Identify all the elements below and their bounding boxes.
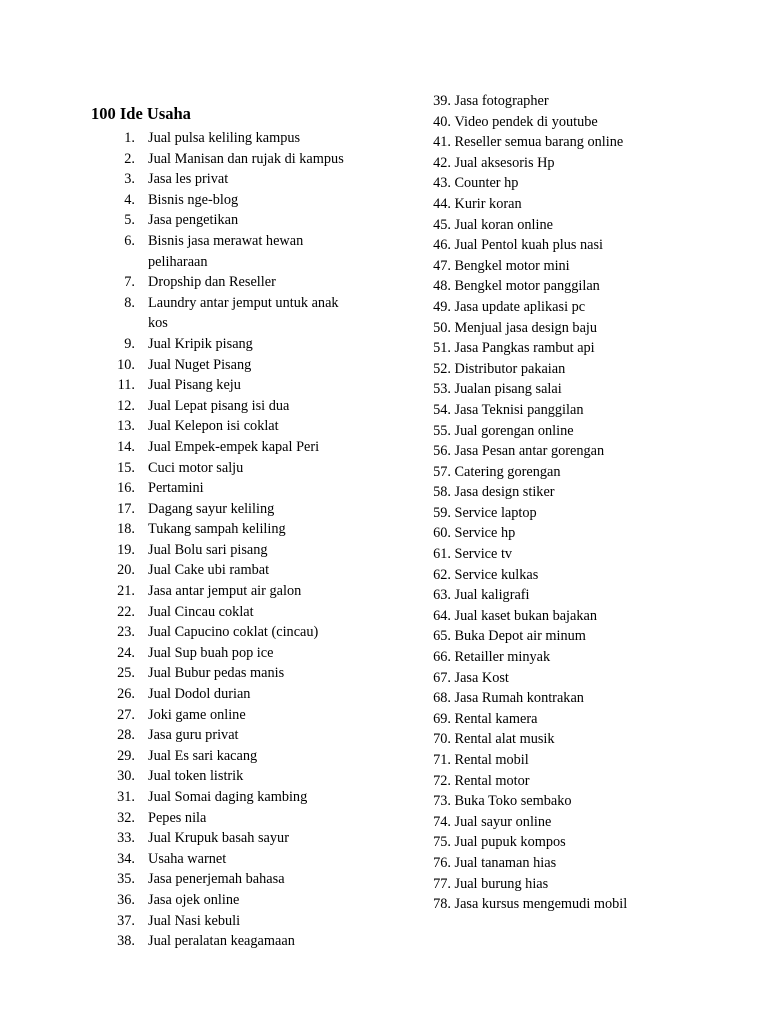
list-item <box>419 318 719 339</box>
list-item <box>419 441 719 462</box>
list-item <box>419 874 719 895</box>
list-item-number: 42. <box>433 154 451 171</box>
list-item-text: Jual Nuget Pisang <box>148 356 252 373</box>
list-item <box>104 602 404 623</box>
list-item <box>419 256 719 277</box>
list-item-number: 13. <box>117 418 135 435</box>
list-item <box>419 729 719 750</box>
list-item <box>419 462 719 483</box>
list-item <box>419 482 719 503</box>
list-item-text: Jasa fotographer <box>454 93 549 109</box>
list-item-text: Jual Nasi kebuli <box>148 912 241 929</box>
list-item-number: 26. <box>117 686 135 703</box>
list-item <box>419 853 719 874</box>
list-item-text: Jual Pentol kuah plus nasi <box>454 237 604 254</box>
list-item-text: Tukang sampah keliling <box>148 521 286 538</box>
list-item <box>104 705 404 726</box>
list-item <box>104 560 404 581</box>
list-item <box>104 210 404 231</box>
list-item-text: Pertamini <box>148 480 204 497</box>
list-item-text: Jual Sup buah pop ice <box>148 644 274 661</box>
list-item-number: 54. <box>433 401 451 418</box>
list-item-text: Jasa kursus mengemudi mobil <box>454 896 628 913</box>
idea-list-right <box>419 91 719 915</box>
list-item <box>419 544 719 565</box>
list-item <box>104 911 404 932</box>
list-item <box>104 869 404 890</box>
list-item-text: Jual Dodol durian <box>148 686 251 703</box>
list-item <box>419 421 719 442</box>
list-item-text: Jual Empek-empek kapal Peri <box>148 438 320 455</box>
list-item <box>104 190 404 211</box>
list-item-text: Kurir koran <box>454 195 522 212</box>
list-item-number: 43. <box>433 175 451 192</box>
list-item <box>419 359 719 380</box>
list-item <box>104 396 404 417</box>
list-item <box>104 746 404 767</box>
list-item-text: Jual pulsa keliling kampus <box>148 130 301 146</box>
list-item-text: Jual Pisang keju <box>148 377 241 394</box>
list-item-text: Jual tanaman hias <box>454 854 557 871</box>
list-item-text: Jasa Pangkas rambut api <box>454 340 595 357</box>
list-item-text: Laundry antar jemput untuk anak kos <box>148 294 339 332</box>
list-item-number: 29. <box>117 747 135 764</box>
list-item <box>104 293 404 334</box>
list-item-number: 78. <box>433 896 451 913</box>
list-item <box>419 173 719 194</box>
list-item <box>419 276 719 297</box>
list-item-number: 16. <box>117 480 135 497</box>
list-item <box>104 643 404 664</box>
list-item-text: Joki game online <box>148 706 246 723</box>
list-item-text: Jual Krupuk basah sayur <box>148 830 289 847</box>
list-item <box>419 626 719 647</box>
page-title: 100 Ide Usaha <box>91 104 191 124</box>
list-item-number: 12. <box>117 397 135 414</box>
list-item-text: Jual kaligrafi <box>454 587 530 604</box>
list-item-text: Jasa Rumah kontrakan <box>454 690 584 707</box>
list-item-number: 30. <box>117 768 135 785</box>
list-item-number: 62. <box>433 566 451 583</box>
list-item-text: Jasa ojek online <box>148 891 240 908</box>
list-item-text: Jual Capucino coklat (cincau) <box>148 624 319 641</box>
list-item-number: 53. <box>433 381 451 398</box>
list-item-number: 60. <box>433 525 451 542</box>
list-item-text: Jasa les privat <box>148 171 229 188</box>
list-item-text: Jual sayur online <box>454 813 552 830</box>
list-item-text: Usaha warnet <box>148 850 227 867</box>
list-item-text: Buka Toko sembako <box>454 793 572 810</box>
list-item <box>419 709 719 730</box>
list-item-number: 64. <box>433 607 451 624</box>
list-item-number: 59. <box>433 504 451 521</box>
list-item-number: 25. <box>117 665 135 682</box>
list-item-number: 37. <box>117 912 135 929</box>
list-item-number: 75. <box>433 834 451 851</box>
list-item-number: 69. <box>433 710 451 727</box>
list-item <box>104 149 404 170</box>
list-item <box>419 215 719 236</box>
list-item-text: Jual Lepat pisang isi dua <box>148 397 290 414</box>
list-item <box>104 355 404 376</box>
list-item-text: Jual kaset bukan bajakan <box>454 607 598 624</box>
list-item <box>104 931 404 952</box>
list-item-number: 3. <box>124 171 135 188</box>
list-item <box>104 890 404 911</box>
list-item-text: Jual Manisan dan rujak di kampus <box>148 150 344 167</box>
list-item-number: 41. <box>433 134 451 151</box>
list-item <box>419 194 719 215</box>
list-item <box>419 565 719 586</box>
list-item-text: Service hp <box>454 525 516 542</box>
list-item-text: Dropship dan Reseller <box>148 274 276 291</box>
list-item-text: Jual aksesoris Hp <box>454 154 555 171</box>
list-item-text: Jual koran online <box>454 216 553 233</box>
list-item-number: 44. <box>433 195 451 212</box>
list-item <box>419 235 719 256</box>
list-item <box>104 849 404 870</box>
list-item-text: Jual Es sari kacang <box>148 747 258 764</box>
list-item <box>419 832 719 853</box>
list-item-number: 33. <box>117 830 135 847</box>
list-item-text: Catering gorengan <box>454 463 561 480</box>
list-item-text: Jasa antar jemput air galon <box>148 583 302 600</box>
list-item-number: 51. <box>433 340 451 357</box>
list-item-number: 46. <box>433 237 451 254</box>
list-item-text: Buka Depot air minum <box>454 628 586 645</box>
list-item-text: Jasa Kost <box>454 669 509 686</box>
list-item-number: 18. <box>117 521 135 538</box>
list-item <box>419 750 719 771</box>
list-item <box>104 169 404 190</box>
list-item <box>419 379 719 400</box>
list-item <box>104 128 404 149</box>
list-item-number: 24. <box>117 644 135 661</box>
list-item <box>419 812 719 833</box>
list-item-number: 77. <box>433 875 451 892</box>
list-item-text: Jual gorengan online <box>454 422 574 439</box>
list-item-number: 74. <box>433 813 451 830</box>
list-item <box>104 540 404 561</box>
list-item-text: Jasa Pesan antar gorengan <box>454 443 605 460</box>
list-item-number: 4. <box>124 191 135 208</box>
list-item <box>104 663 404 684</box>
list-item-text: Cuci motor salju <box>148 459 244 476</box>
list-item-number: 17. <box>117 500 135 517</box>
list-item-number: 6. <box>124 232 135 249</box>
list-item-text: Service tv <box>454 546 513 563</box>
list-item <box>419 153 719 174</box>
list-item-text: Rental alat musik <box>454 731 555 748</box>
list-item <box>419 606 719 627</box>
list-item <box>104 581 404 602</box>
list-item-number: 61. <box>433 546 451 563</box>
list-item-text: Bengkel motor mini <box>454 257 570 274</box>
list-item-number: 73. <box>433 793 451 810</box>
list-item <box>419 791 719 812</box>
list-item-number: 65. <box>433 628 451 645</box>
list-item-number: 55. <box>433 422 451 439</box>
list-item <box>104 458 404 479</box>
list-item-text: Jualan pisang salai <box>454 381 562 398</box>
list-item-text: Distributor pakaian <box>454 360 566 377</box>
list-item-number: 58. <box>433 484 451 501</box>
list-item-number: 5. <box>124 212 135 229</box>
list-item <box>419 112 719 133</box>
list-item-number: 15. <box>117 459 135 476</box>
list-item-text: Jual Kelepon isi coklat <box>148 418 279 435</box>
list-item <box>104 808 404 829</box>
list-item-number: 45. <box>433 216 451 233</box>
list-item <box>419 400 719 421</box>
list-item-text: Jual Bubur pedas manis <box>148 665 285 682</box>
list-item <box>419 647 719 668</box>
list-item-text: Menjual jasa design baju <box>454 319 598 336</box>
list-item <box>104 478 404 499</box>
list-item-number: 71. <box>433 752 451 768</box>
list-item-number: 14. <box>117 438 135 455</box>
list-item-number: 23. <box>117 624 135 641</box>
list-item <box>419 523 719 544</box>
list-item-number: 63. <box>433 587 451 604</box>
list-item <box>419 668 719 689</box>
list-item <box>419 894 719 915</box>
list-item <box>419 91 719 112</box>
list-item-number: 39. <box>433 93 451 109</box>
list-item-text: Rental motor <box>454 772 530 789</box>
list-item-number: 35. <box>117 871 135 888</box>
list-item-text: Bisnis jasa merawat hewan peliharaan <box>148 232 304 270</box>
list-item-text: Reseller semua barang online <box>454 134 624 151</box>
list-item-number: 76. <box>433 854 451 871</box>
list-item <box>419 771 719 792</box>
list-item <box>104 519 404 540</box>
list-item-number: 72. <box>433 772 451 789</box>
list-item-text: Counter hp <box>454 175 519 192</box>
list-item <box>104 231 404 272</box>
list-item-text: Jasa design stiker <box>454 484 555 501</box>
list-item-text: Jasa pengetikan <box>148 212 239 229</box>
list-item-number: 36. <box>117 891 135 908</box>
list-item-text: Bengkel motor panggilan <box>454 278 600 295</box>
list-item <box>104 272 404 293</box>
list-item-text: Jual peralatan keagamaan <box>148 933 295 950</box>
list-item-number: 47. <box>433 257 451 274</box>
list-item-number: 22. <box>117 603 135 620</box>
list-item-number: 8. <box>124 294 135 311</box>
list-item <box>419 585 719 606</box>
list-item <box>104 437 404 458</box>
list-item-text: Jual Cincau coklat <box>148 603 254 620</box>
idea-list-left <box>104 128 404 952</box>
list-item-text: Service laptop <box>454 504 537 521</box>
list-item-number: 32. <box>117 809 135 826</box>
list-item <box>419 297 719 318</box>
list-item-number: 57. <box>433 463 451 480</box>
list-item <box>419 132 719 153</box>
list-item <box>104 622 404 643</box>
list-item-number: 48. <box>433 278 451 295</box>
list-item-text: Pepes nila <box>148 809 207 826</box>
list-item <box>104 725 404 746</box>
list-item <box>104 499 404 520</box>
list-item-text: Jual pupuk kompos <box>454 834 566 851</box>
list-item-number: 67. <box>433 669 451 686</box>
list-item-number: 7. <box>124 274 135 291</box>
list-item-text: Jasa penerjemah bahasa <box>148 871 285 888</box>
list-item-text: Rental mobil <box>454 752 529 768</box>
list-item-number: 2. <box>124 150 135 167</box>
list-item-number: 49. <box>433 298 451 315</box>
list-item-number: 21. <box>117 583 135 600</box>
list-item-number: 11. <box>117 377 135 394</box>
list-item-number: 52. <box>433 360 451 377</box>
list-item-number: 66. <box>433 649 451 666</box>
list-item-number: 34. <box>117 850 135 867</box>
list-item-number: 19. <box>117 541 135 558</box>
list-item <box>419 503 719 524</box>
list-item-number: 31. <box>117 789 135 805</box>
list-item-number: 38. <box>117 933 135 950</box>
list-item <box>104 828 404 849</box>
list-item-text: Bisnis nge-blog <box>148 191 239 208</box>
list-item-number: 70. <box>433 731 451 748</box>
list-item-text: Jual Cake ubi rambat <box>148 562 270 579</box>
list-item-number: 40. <box>433 113 451 130</box>
list-item-text: Jual burung hias <box>454 875 549 892</box>
list-item-number: 1. <box>124 130 135 146</box>
list-item <box>104 416 404 437</box>
list-item-number: 9. <box>124 335 135 352</box>
list-item-text: Jual token listrik <box>148 768 244 785</box>
list-item-number: 27. <box>117 706 135 723</box>
list-item-text: Jasa guru privat <box>148 727 239 744</box>
list-item-text: Jasa Teknisi panggilan <box>454 401 584 418</box>
list-item <box>104 766 404 787</box>
list-item-text: Service kulkas <box>454 566 539 583</box>
list-item <box>104 684 404 705</box>
list-item-text: Rental kamera <box>454 710 538 727</box>
list-item-text: Jual Somai daging kambing <box>148 789 308 805</box>
list-item-text: Jasa update aplikasi pc <box>454 298 586 315</box>
list-item <box>104 334 404 355</box>
list-item <box>104 787 404 808</box>
list-item <box>419 688 719 709</box>
list-item-number: 50. <box>433 319 451 336</box>
list-item-number: 68. <box>433 690 451 707</box>
list-item-number: 10. <box>117 356 135 373</box>
list-item-text: Jual Kripik pisang <box>148 335 253 352</box>
list-item-number: 56. <box>433 443 451 460</box>
list-item-text: Dagang sayur keliling <box>148 500 275 517</box>
list-item <box>104 375 404 396</box>
list-item <box>419 338 719 359</box>
list-item-number: 28. <box>117 727 135 744</box>
list-item-text: Video pendek di youtube <box>454 113 598 130</box>
list-item-text: Jual Bolu sari pisang <box>148 541 268 558</box>
list-item-text: Retailler minyak <box>454 649 551 666</box>
list-item-number: 20. <box>117 562 135 579</box>
